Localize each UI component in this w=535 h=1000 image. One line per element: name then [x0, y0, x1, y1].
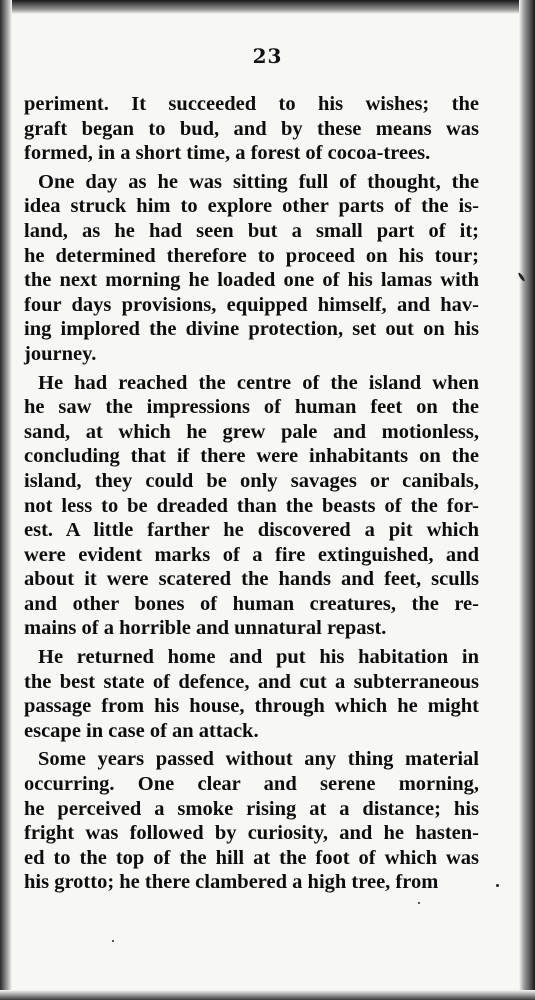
- text-line: island, they could be only savages or canibals,: [24, 469, 479, 492]
- paragraph: [24, 92, 479, 166]
- paragraph: [24, 747, 479, 895]
- text-line: One day as he was sitting full of thought, the: [38, 170, 479, 193]
- text-line: occurring. One clear and serene morning,: [24, 773, 479, 796]
- text-line: ed to the top of the hill at the foot of which was: [24, 846, 479, 869]
- text-line: He had reached the centre of the island when: [38, 371, 479, 394]
- text-line: were evident marks of a fire extinguished, and: [24, 543, 479, 566]
- text-line: periment. It succeeded to his wishes; the: [24, 93, 479, 115]
- text-line: journey.: [24, 342, 97, 365]
- text-line: the next morning he loaded one of his lamas with: [24, 269, 479, 292]
- text-line: he saw the impressions of human feet on the: [24, 396, 479, 419]
- text-line: Some years passed without any thing material: [38, 748, 479, 771]
- text-line: sand, at which he grew pale and motionless,: [24, 420, 479, 443]
- text-line: and other bones of human creatures, the re-: [24, 592, 479, 615]
- text-line: mains of a horrible and unnatural repast.: [24, 617, 387, 640]
- text-line: He returned home and put his habitation in: [38, 646, 479, 669]
- text-line: formed, in a short time, a forest of cocoa-trees.: [24, 142, 431, 165]
- text-line: idea struck him to explore other parts of the is-: [24, 195, 479, 218]
- text-line: graft began to bud, and by these means was: [24, 117, 479, 140]
- scan-edge-left: [0, 0, 12, 1000]
- text-line: passage from his house, through which he might: [24, 695, 479, 718]
- scan-speck: [418, 902, 420, 904]
- scan-speck: [496, 884, 499, 887]
- scan-edge-right: [519, 0, 535, 1000]
- text-line: he perceived a smoke rising at a distance; his: [24, 797, 479, 820]
- text-line: four days provisions, equipped himself, and hav-: [24, 293, 479, 316]
- paragraph: [24, 170, 479, 367]
- text-line: ing implored the divine protection, set out on his: [24, 318, 479, 341]
- scan-edge-top: [0, 0, 535, 14]
- scan-speck: [112, 940, 114, 942]
- text-line: concluding that if there were inhabitants on the: [24, 445, 479, 468]
- text-line: escape in case of an attack.: [24, 719, 259, 742]
- scan-edge-bottom: [0, 990, 535, 1000]
- text-line: his grotto; he there clambered a high tree, from: [24, 871, 439, 894]
- text-line: fright was followed by curiosity, and he hasten-: [24, 822, 479, 845]
- paragraph: [24, 371, 479, 642]
- paragraph: [24, 645, 479, 743]
- text-line: he determined therefore to proceed on his tour;: [24, 244, 479, 267]
- text-line: about it were scatered the hands and feet, sculls: [24, 568, 479, 591]
- text-line: not less to be dreaded than the beasts of the for-: [24, 494, 479, 517]
- body-text: [24, 92, 479, 895]
- text-line: the best state of defence, and cut a subterraneous: [24, 670, 479, 693]
- page-number: 23: [252, 44, 283, 68]
- text-line: est. A little farther he discovered a pit which: [24, 519, 479, 542]
- text-line: land, as he had seen but a small part of it;: [24, 219, 479, 242]
